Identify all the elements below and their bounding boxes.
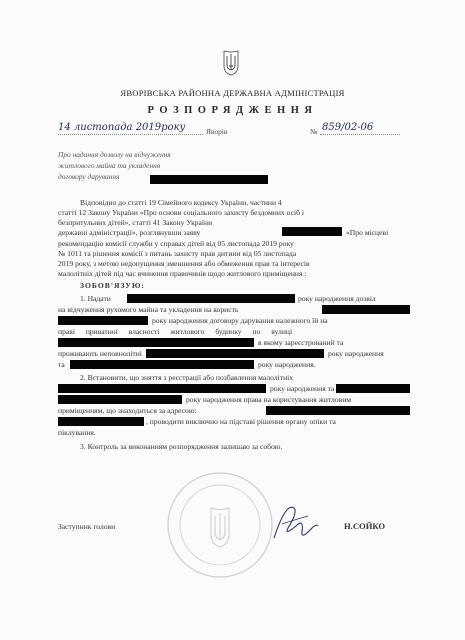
redaction — [336, 384, 410, 393]
subject-line-2: житлового майна та укладення — [58, 161, 161, 170]
redaction — [58, 395, 182, 404]
redaction — [58, 384, 266, 393]
signatory-name: Н.СОЙКО — [344, 521, 386, 531]
item1-text: проживають неповнолітні — [58, 349, 142, 358]
para1-line: державні адміністрації», розглянувши заяву — [58, 228, 201, 237]
item1-text: 1. Надати — [80, 294, 111, 303]
signatory-position: Заступник голови — [58, 522, 116, 531]
redaction — [70, 360, 254, 369]
para1-line: Відповідно до статті 19 Сімейного кодексу України, частини 4 — [80, 198, 282, 207]
subject-line-1: Про надання дозволу на відчуження — [58, 150, 171, 159]
item3-text: 3. Контроль за виконанням розпорядження залишаю за собою. — [80, 442, 283, 451]
redaction — [322, 305, 410, 314]
item1-text: та — [58, 360, 65, 369]
item1-text: в якому зареєстрований та — [258, 338, 344, 347]
official-seal-icon — [165, 470, 275, 580]
item1-text: року народження дозвіл — [298, 294, 376, 303]
organization-name: ЯВОРІВСЬКА РАЙОННА ДЕРЖАВНА АДМІНІСТРАЦІЯ — [120, 88, 345, 98]
item1-text: року народження — [328, 349, 384, 358]
item2-text: року народження та — [270, 384, 335, 393]
item1-text: праві приватної власності житлового будинку по вулиці — [58, 327, 293, 336]
item2-text: приміщенням, що знаходиться за адресою: — [58, 406, 197, 415]
item1-text: року народження договору дарування належного їй на — [152, 316, 328, 325]
item2-text: 2. Встановити, що зняття з реєстрації або позбавлення малолітніх — [80, 373, 294, 382]
redaction — [58, 316, 148, 325]
obliges-heading: ЗОБОВ'ЯЗУЮ: — [80, 281, 145, 290]
para1-line: малолітніх дітей під час вчинення правочинів щодо житлового приміщення : — [58, 269, 307, 278]
para1-line: «Про місцеві — [346, 228, 389, 237]
document-type-title: РОЗПОРЯДЖЕННЯ — [147, 105, 318, 116]
redaction — [282, 227, 342, 236]
redaction — [58, 417, 144, 426]
number-sign: № — [310, 127, 318, 136]
date-underline — [58, 134, 203, 135]
para1-line: рекомендацію комісії служби у справах дітей від 05 листопада 2019 року — [58, 239, 294, 248]
handwritten-number: 859/02-06 — [322, 122, 374, 133]
trident-emblem-icon — [222, 48, 240, 76]
para1-line: № 1011 та рішення комісії з питань захисту прав дитини від 05 листопада — [58, 249, 297, 258]
city-name: Яворів — [206, 127, 228, 136]
para1-line: статті 12 Закону України «Про основи соціального захисту бездомних осіб і — [58, 208, 304, 217]
para1-line: безпритульних дітей», статті 41 Закону України — [58, 218, 213, 227]
subject-line-3: договору дарування — [58, 172, 120, 181]
number-underline — [320, 134, 400, 135]
item2-text: , проводити виключно на підставі рішення органу опіки та — [146, 417, 336, 426]
item2-text: піклування. — [58, 428, 96, 437]
redaction — [266, 406, 410, 415]
redaction — [150, 175, 268, 184]
item2-text: року народження права на користування житловим — [186, 395, 352, 404]
redaction — [146, 349, 324, 358]
item1-text: року народження. — [258, 360, 316, 369]
redaction — [58, 338, 254, 347]
handwritten-signature-icon — [268, 498, 320, 544]
handwritten-date: 14 листопада 2019року — [58, 122, 186, 133]
redaction — [127, 294, 295, 303]
item1-text: на відчуження рухомого майна та укладення на користь — [58, 305, 239, 314]
para1-line: 2019 року, з метою недопущення зменшення або обмеження прав та інтересів — [58, 259, 310, 268]
